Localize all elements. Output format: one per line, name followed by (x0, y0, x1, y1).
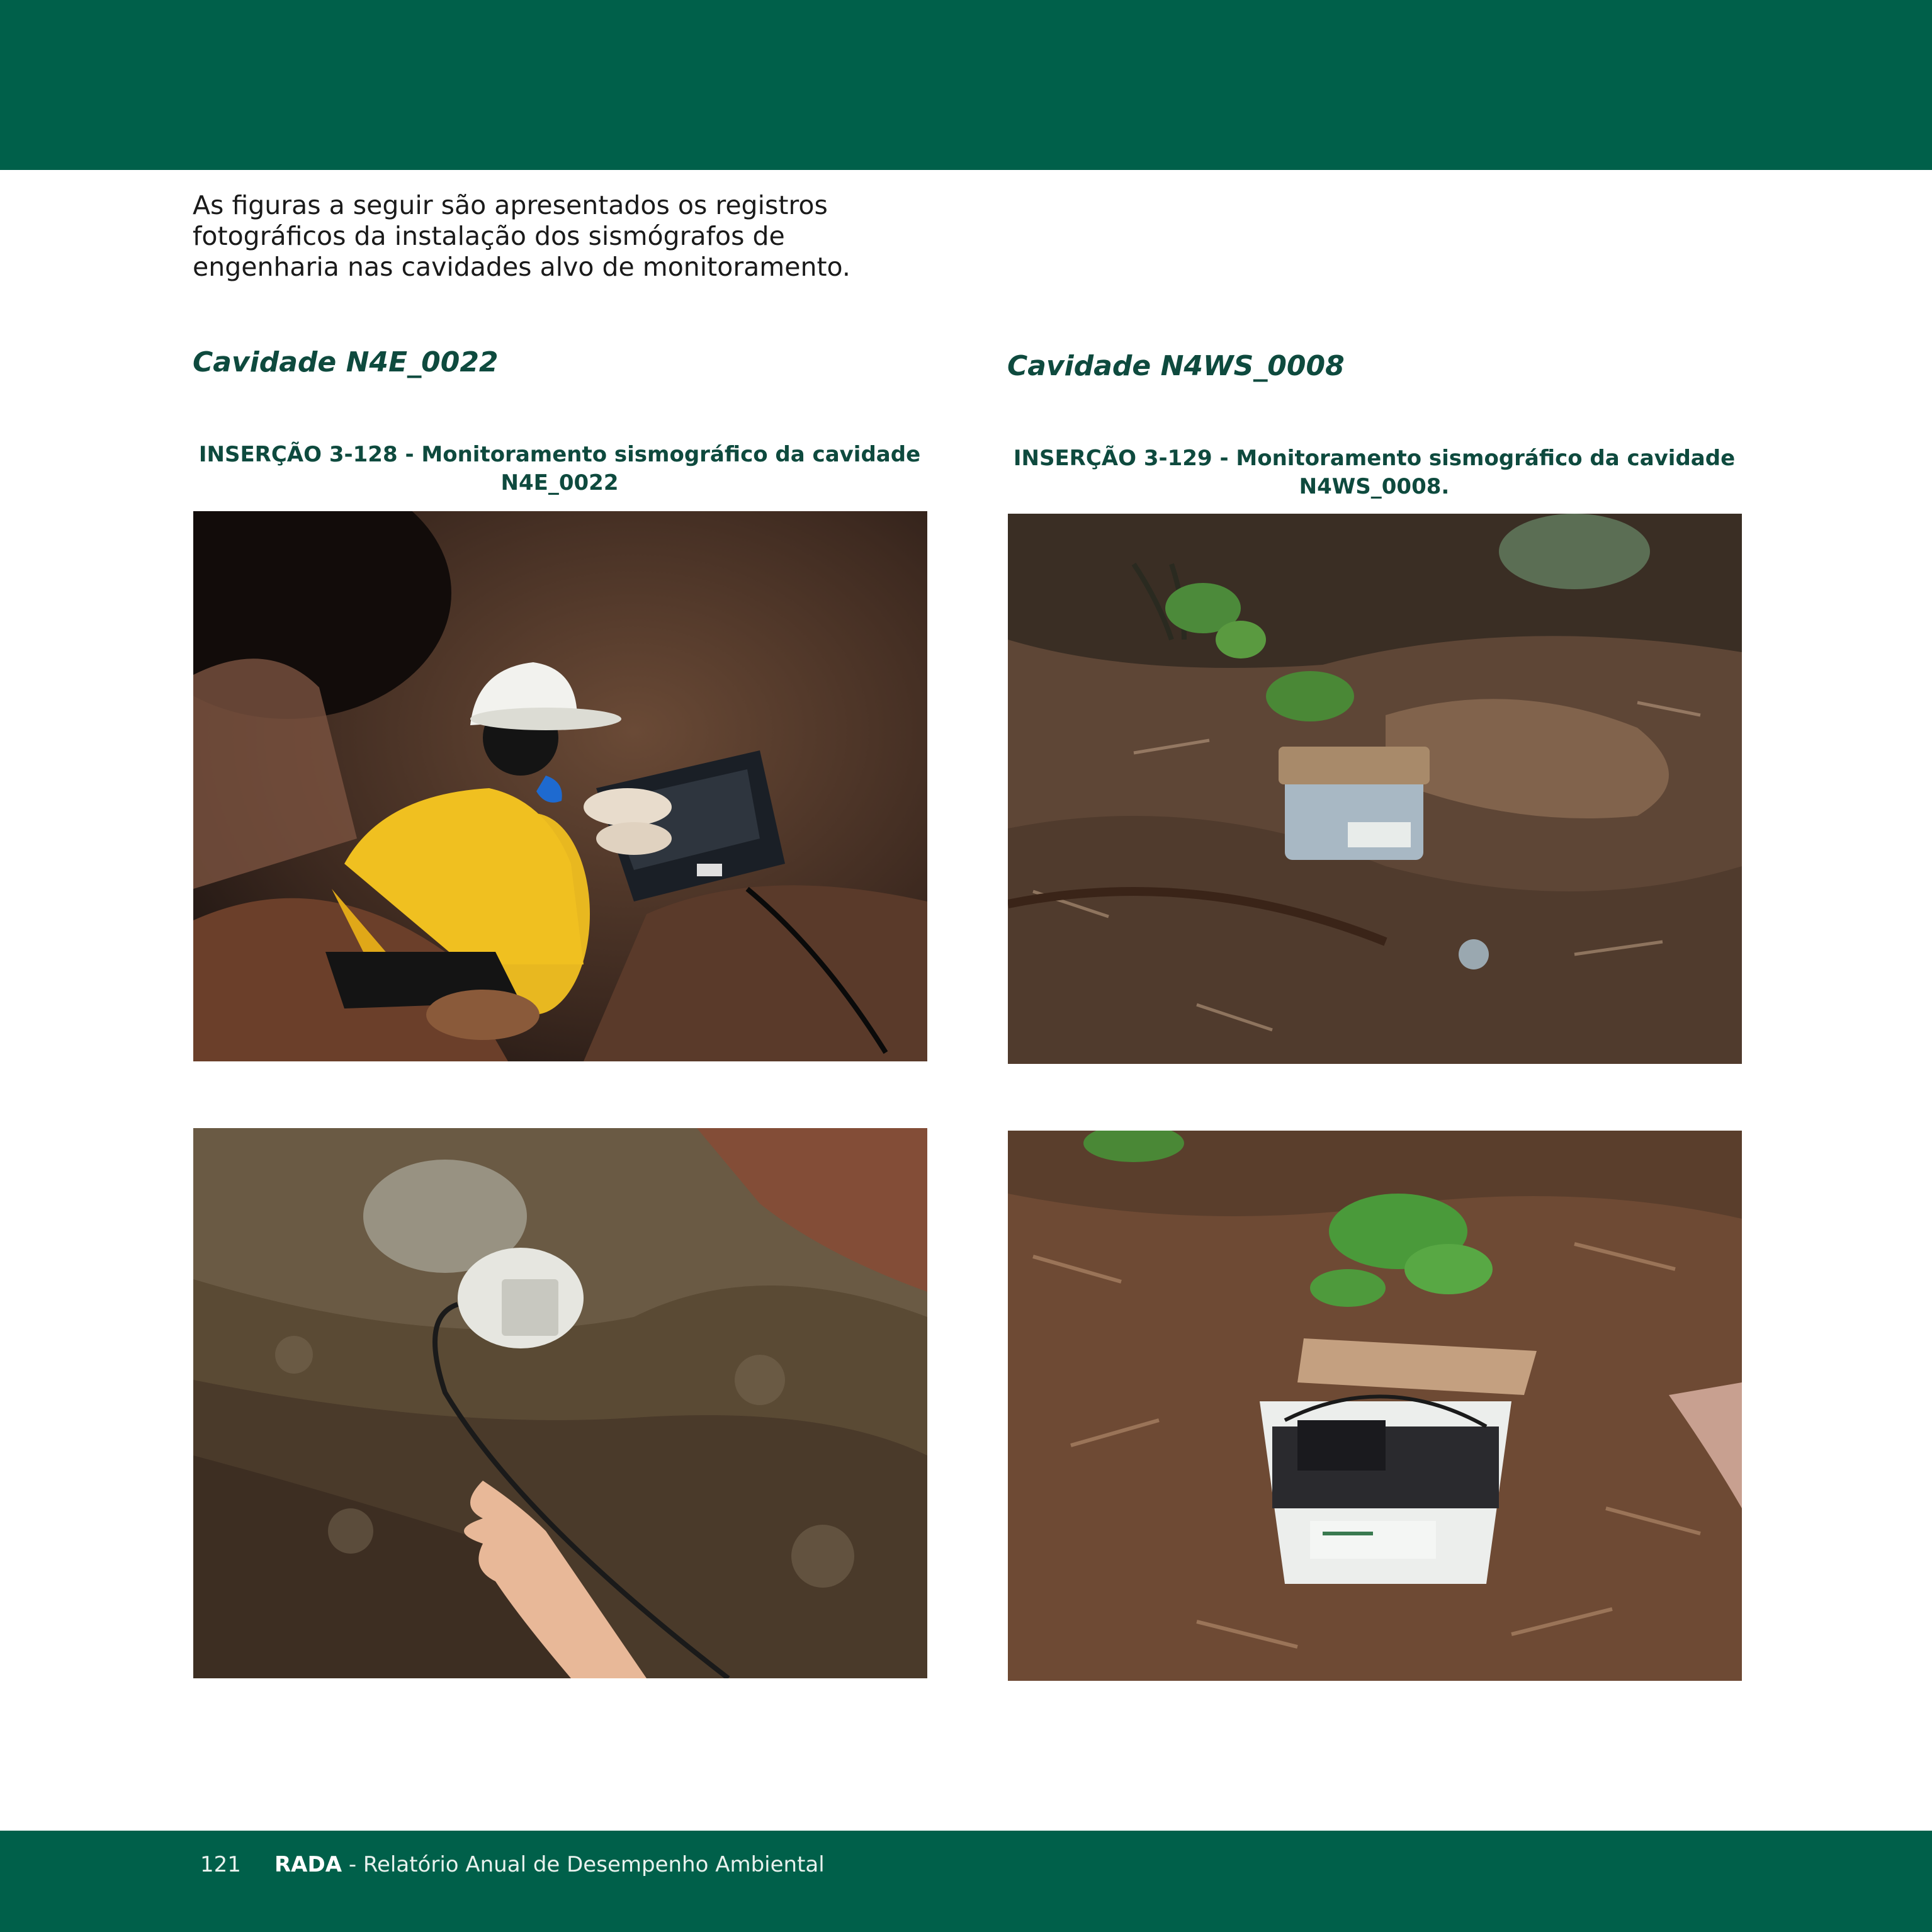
photo-open-seismograph-box (1008, 1131, 1742, 1681)
section-heading-n4e-0022: Cavidade N4E_0022 (193, 346, 499, 378)
photo-cave-worker-seismograph (193, 511, 927, 1061)
footer-brand: RADA (274, 1852, 342, 1877)
photo-forest-seismograph-box (1008, 514, 1742, 1064)
intro-paragraph: As figuras a seguir são apresentados os registros fotográficos da instalação dos sismógrafos de engenharia nas cavidades alvo de monitoramento. (193, 190, 850, 282)
header-band (0, 0, 1932, 170)
footer-band (0, 1831, 1932, 1932)
figure-caption-3-128: INSERÇÃO 3-128 - Monitoramento sismográfico da cavidade N4E_0022 (198, 442, 921, 495)
section-heading-n4ws-0008: Cavidade N4WS_0008 (1007, 350, 1345, 382)
footer-title (274, 1852, 825, 1877)
page-number: 121 (200, 1852, 241, 1877)
photo-cave-wall-sensor (193, 1128, 927, 1678)
footer-report-title: - Relatório Anual de Desempenho Ambiental (342, 1852, 825, 1877)
figure-caption-3-129: INSERÇÃO 3-129 - Monitoramento sismográfico da cavidade N4WS_0008. (1013, 446, 1736, 499)
